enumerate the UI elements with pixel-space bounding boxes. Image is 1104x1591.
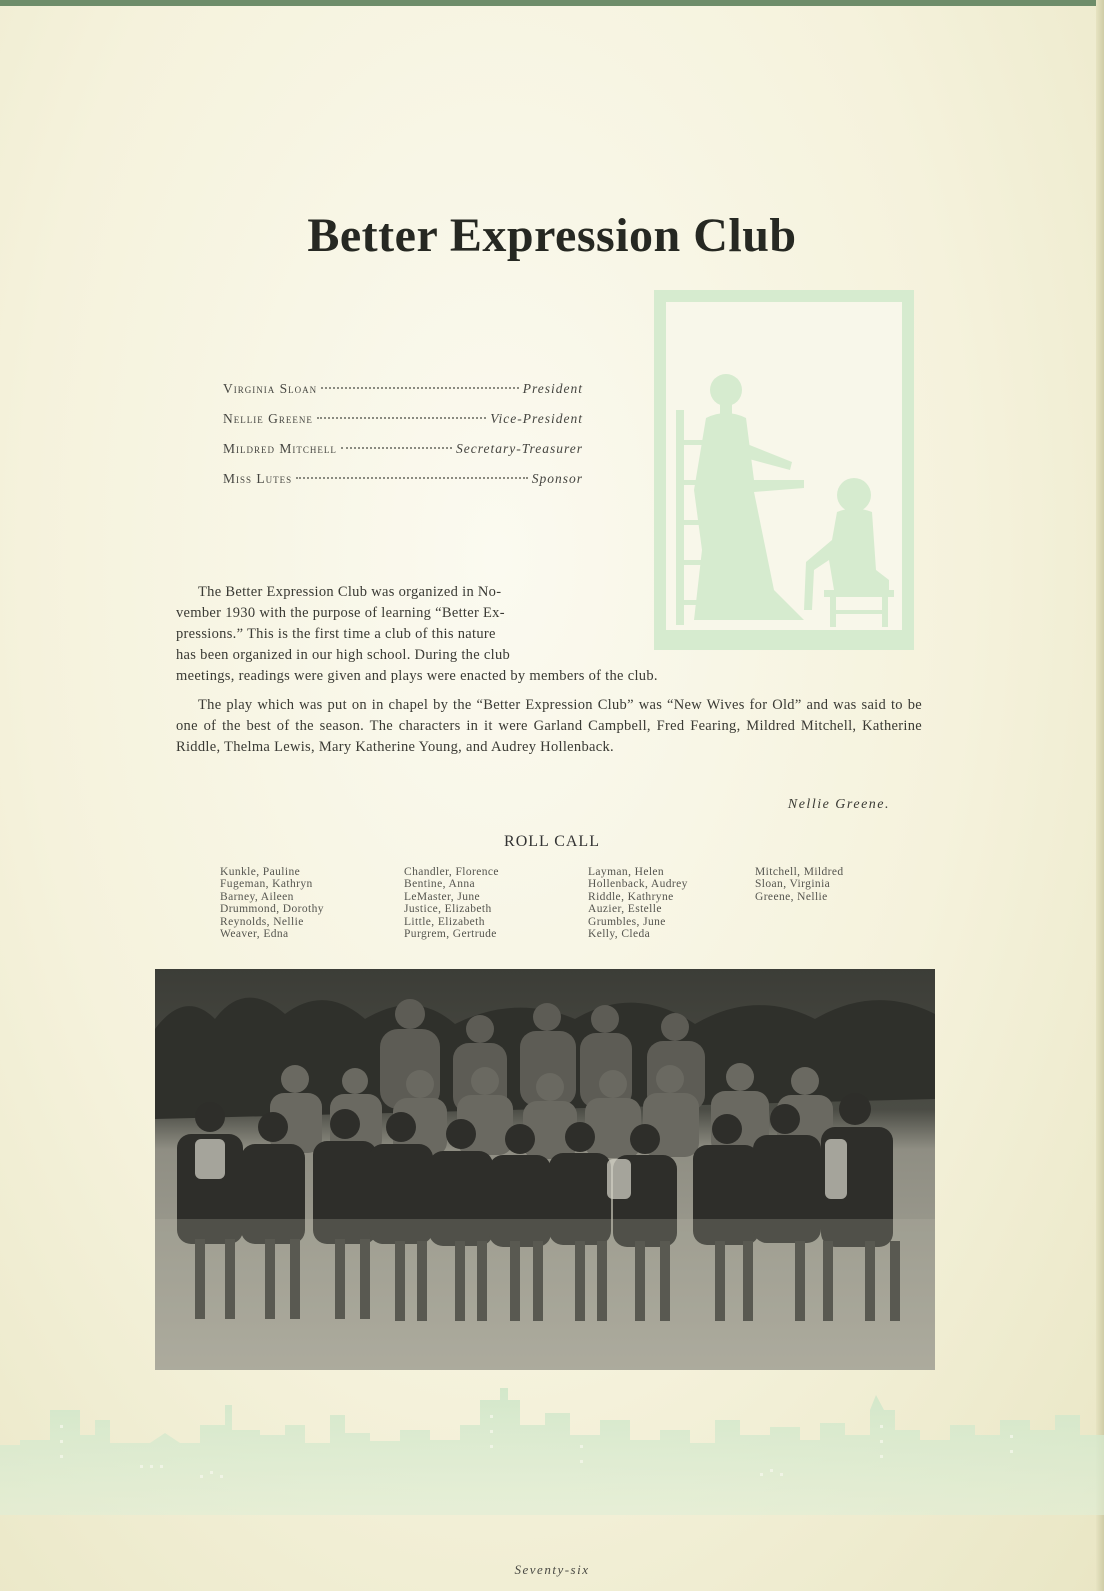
roll-name: Grumbles, June [588, 915, 666, 928]
roll-name: Little, Elizabeth [404, 915, 485, 928]
officer-role: Secretary-Treasurer [456, 441, 583, 456]
text-line: The Better Expression Club was organized in No- [198, 584, 502, 600]
officer-name: Miss Lutes [223, 471, 293, 486]
roll-name: Riddle, Kathryne [588, 890, 674, 903]
roll-name: Reynolds, Nellie [220, 915, 304, 928]
roll-name: LeMaster, June [404, 890, 481, 903]
club-history-paragraph [176, 582, 922, 687]
text-line: pressions.” This is the first time a club of this nature [176, 626, 496, 642]
roll-column [220, 866, 324, 940]
roll-name: Barney, Aileen [220, 890, 294, 903]
leader-dots [317, 417, 486, 419]
roll-name: Chandler, Florence [404, 866, 499, 878]
group-photo [155, 969, 935, 1370]
roll-name: Sloan, Virginia [755, 878, 831, 891]
page-number: Seventy-six [514, 1562, 590, 1577]
officer-role: Sponsor [531, 471, 583, 486]
leader-dots [296, 477, 528, 479]
officer-row [223, 411, 583, 441]
roll-name: Justice, Elizabeth [404, 903, 492, 916]
text-line: has been organized in our high school. During the club [176, 647, 511, 663]
officer-name: Mildred Mitchell [223, 441, 337, 456]
roll-name: Bentine, Anna [404, 878, 475, 891]
roll-name: Kunkle, Pauline [220, 866, 301, 878]
officer-row [223, 471, 583, 501]
officer-name: Nellie Greene [223, 411, 313, 426]
text-line: meetings, readings were given and plays were enacted by members of the club. [176, 668, 658, 684]
roll-name: Kelly, Cleda [588, 928, 651, 941]
roll-column [755, 866, 844, 903]
leader-dots [321, 387, 519, 389]
officer-role: President [522, 381, 583, 396]
city-skyline-decoration [0, 1385, 1104, 1515]
roll-column [404, 866, 499, 940]
roll-name: Weaver, Edna [220, 928, 289, 941]
leader-dots [341, 447, 452, 449]
roll-column [588, 866, 688, 940]
text-line: vember 1930 with the purpose of learning “Better Ex- [176, 605, 505, 621]
roll-name: Fugeman, Kathryn [220, 878, 313, 891]
roll-name: Purgrem, Gertrude [404, 928, 497, 941]
officer-name: Virginia Sloan [223, 381, 318, 396]
officer-role: Vice-President [490, 411, 583, 426]
top-border [0, 0, 1104, 6]
roll-name: Drummond, Dorothy [220, 903, 324, 916]
roll-call-heading: ROLL CALL [504, 833, 600, 850]
roll-name: Auzier, Estelle [588, 903, 662, 916]
officer-row [223, 441, 583, 471]
officers-list [223, 381, 583, 501]
roll-name: Hollenback, Audrey [588, 878, 688, 891]
author-signature: Nellie Greene. [787, 797, 890, 812]
roll-name: Mitchell, Mildred [755, 866, 844, 878]
page-title: Better Expression Club [307, 209, 797, 262]
officer-row [223, 381, 583, 411]
roll-name: Greene, Nellie [755, 890, 828, 903]
roll-name: Layman, Helen [588, 866, 665, 878]
play-paragraph: The play which was put on in chapel by the “Better Expression Club” was “New Wives for Old” and was said to be one of the best of the season. The characters in it were Garland Campbell, Fred Fearing, Mildred Mitchell, Katherine Riddle, Thelma Lewis, Mary Katherine Young, and Audrey Hollenback. [176, 697, 922, 755]
